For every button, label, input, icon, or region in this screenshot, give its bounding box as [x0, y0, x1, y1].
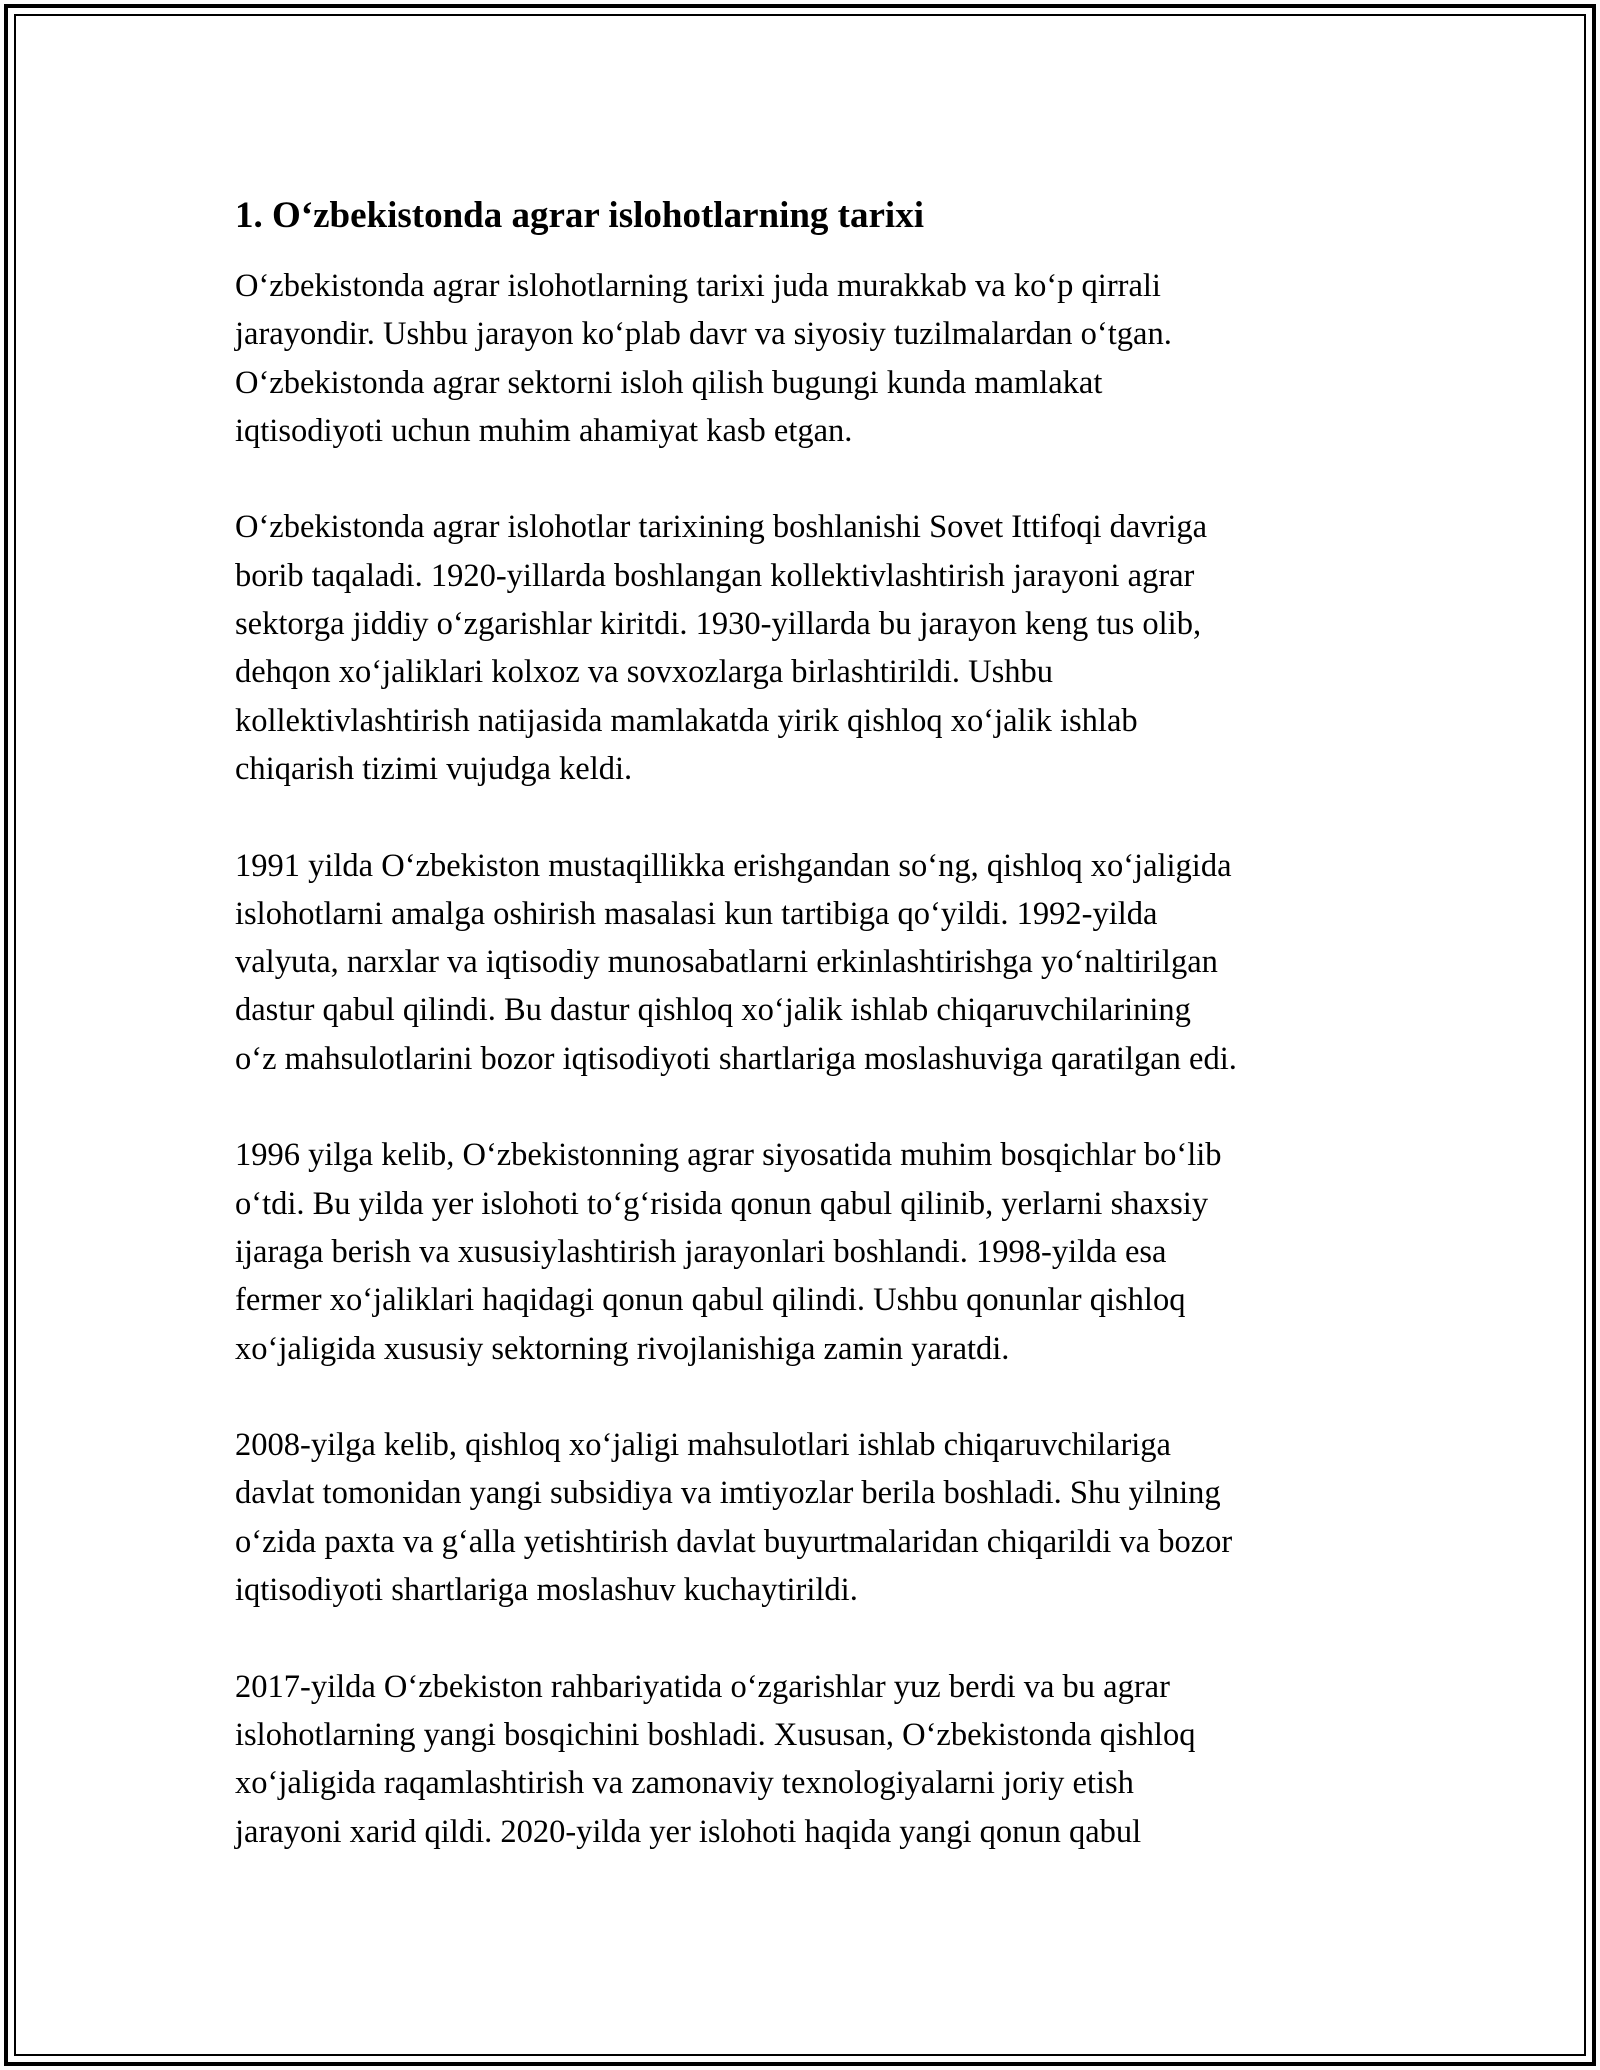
text-line: o‘tdi. Bu yilda yer islohoti to‘g‘risida qonun qabul qilinib, yerlarni shaxsiy [235, 1185, 1209, 1222]
paragraph-4 [235, 1131, 1375, 1372]
text-line: o‘z mahsulotlarini bozor iqtisodiyoti shartlariga moslashuviga qaratilgan edi. [235, 1040, 1237, 1077]
text-line: davlat tomonidan yangi subsidiya va imtiyozlar berila boshladi. Shu yilning [235, 1475, 1221, 1512]
paragraph-6 [235, 1663, 1375, 1856]
text-line: islohotlarning yangi bosqichini boshladi. Xususan, O‘zbekistonda qishloq [235, 1716, 1196, 1753]
text-line: o‘zida paxta va g‘alla yetishtirish davlat buyurtmalaridan chiqarildi va bozor [235, 1523, 1233, 1560]
text-line: borib taqaladi. 1920-yillarda boshlangan kollektivlashtirish jarayoni agrar [235, 557, 1195, 594]
text-line: jarayondir. Ushbu jarayon ko‘plab davr va siyosiy tuzilmalardan o‘tgan. [235, 316, 1172, 353]
text-line: dastur qabul qilindi. Bu dastur qishloq xo‘jalik ishlab chiqaruvchilarining [235, 992, 1191, 1029]
text-line: dehqon xo‘jaliklari kolxoz va sovxozlarga birlashtirildi. Ushbu [235, 654, 1054, 691]
text-line: valyuta, narxlar va iqtisodiy munosabatlarni erkinlashtirishga yo‘naltirilgan [235, 944, 1218, 981]
paragraph-2 [235, 503, 1375, 793]
text-line: O‘zbekistonda agrar islohotlarning tarixi juda murakkab va ko‘p qirrali [235, 268, 1161, 304]
text-line: chiqarish tizimi vujudga keldi. [235, 750, 633, 787]
text-line: fermer xo‘jaliklari haqidagi qonun qabul qilindi. Ushbu qonunlar qishloq [235, 1282, 1186, 1319]
paragraph-1 [235, 262, 1375, 455]
text-line: jarayoni xarid qildi. 2020-yilda yer islohoti haqida yangi qonun qabul [235, 1813, 1142, 1850]
document-body [235, 190, 1375, 1904]
text-line: kollektivlashtirish natijasida mamlakatda yirik qishloq xo‘jalik ishlab [235, 702, 1138, 739]
paragraph-5 [235, 1421, 1375, 1614]
text-line: 1996 yilga kelib, O‘zbekistonning agrar siyosatida muhim bosqichlar bo‘lib [235, 1137, 1222, 1174]
text-line: O‘zbekistonda agrar islohotlar tarixining boshlanishi Sovet Ittifoqi davriga [235, 509, 1208, 546]
text-line: sektorga jiddiy o‘zgarishlar kiritdi. 1930-yillarda bu jarayon keng tus olib, [235, 606, 1202, 643]
text-line: iqtisodiyoti shartlariga moslashuv kuchaytirildi. [235, 1572, 858, 1609]
text-line: xo‘jaligida xususiy sektorning rivojlanishiga zamin yaratdi. [235, 1330, 1010, 1367]
text-line: O‘zbekistonda agrar sektorni isloh qilish bugungi kunda mamlakat [235, 364, 1103, 401]
text-line: 2008-yilga kelib, qishloq xo‘jaligi mahsulotlari ishlab chiqaruvchilariga [235, 1427, 1171, 1464]
text-line: xo‘jaligida raqamlashtirish va zamonaviy texnologiyalarni joriy etish [235, 1765, 1134, 1802]
paragraph-3 [235, 842, 1375, 1083]
text-line: 2017-yilda O‘zbekiston rahbariyatida o‘zgarishlar yuz berdi va bu agrar [235, 1668, 1170, 1705]
text-line: iqtisodiyoti uchun muhim ahamiyat kasb etgan. [235, 412, 853, 449]
section-heading: 1. O‘zbekistonda agrar islohotlarning tarixi [235, 195, 924, 236]
text-line: ijaraga berish va xususiylashtirish jarayonlari boshlandi. 1998-yilda esa [235, 1233, 1167, 1270]
text-line: islohotlarni amalga oshirish masalasi kun tartibiga qo‘yildi. 1992-yilda [235, 895, 1158, 932]
text-line: 1991 yilda O‘zbekiston mustaqillikka erishgandan so‘ng, qishloq xo‘jaligida [235, 847, 1232, 884]
